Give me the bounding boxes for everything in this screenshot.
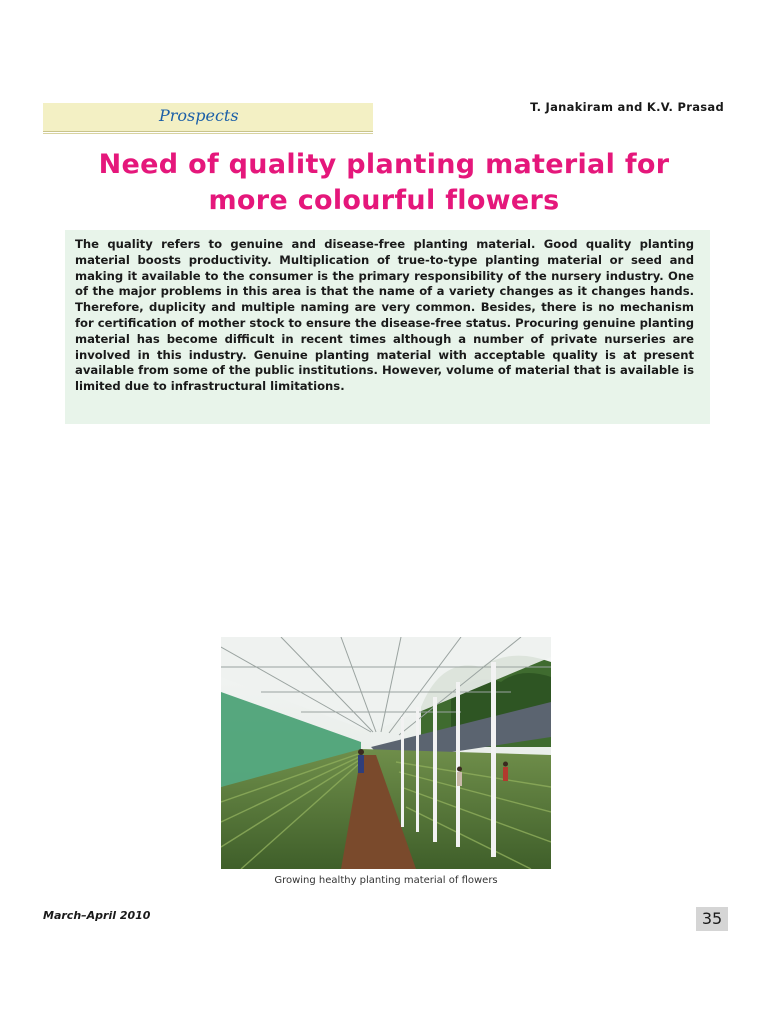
title-line-2: more colourful flowers <box>208 185 560 216</box>
title-line-1: Need of quality planting material for <box>98 149 670 180</box>
abstract-text: The quality refers to genuine and disease-free planting material. Good quality planting material boosts productivity. Multiplication of true-to-type planting material or seed and making it available to the consumer is the primary responsibility of the nursery industry. One of the major problems in this area is that the name of a variety changes as it changes hands. Therefore, duplicity and multiple naming are very common. Besides, there is no mechanism for certification of mother stock to ensure the disease-free status. Procuring genuine planting material has become difficult in recent times although a number of private nurseries are involved in this industry. Genuine planting material with acceptable quality is at present available from some of the public institutions. However, volume of material that is available is limited due to infrastructural limitations. <box>75 237 694 394</box>
section-tag <box>43 103 373 132</box>
section-rule <box>43 133 373 134</box>
article-title <box>60 147 708 219</box>
greenhouse-photo <box>221 637 551 869</box>
page-number: 35 <box>696 907 728 931</box>
figure-caption: Growing healthy planting material of flowers <box>274 875 498 886</box>
authors: T. Janakiram and K.V. Prasad <box>530 100 724 114</box>
abstract-box <box>65 230 710 424</box>
issue-date: March–April 2010 <box>43 909 151 922</box>
section-label: Prospects <box>159 106 239 125</box>
